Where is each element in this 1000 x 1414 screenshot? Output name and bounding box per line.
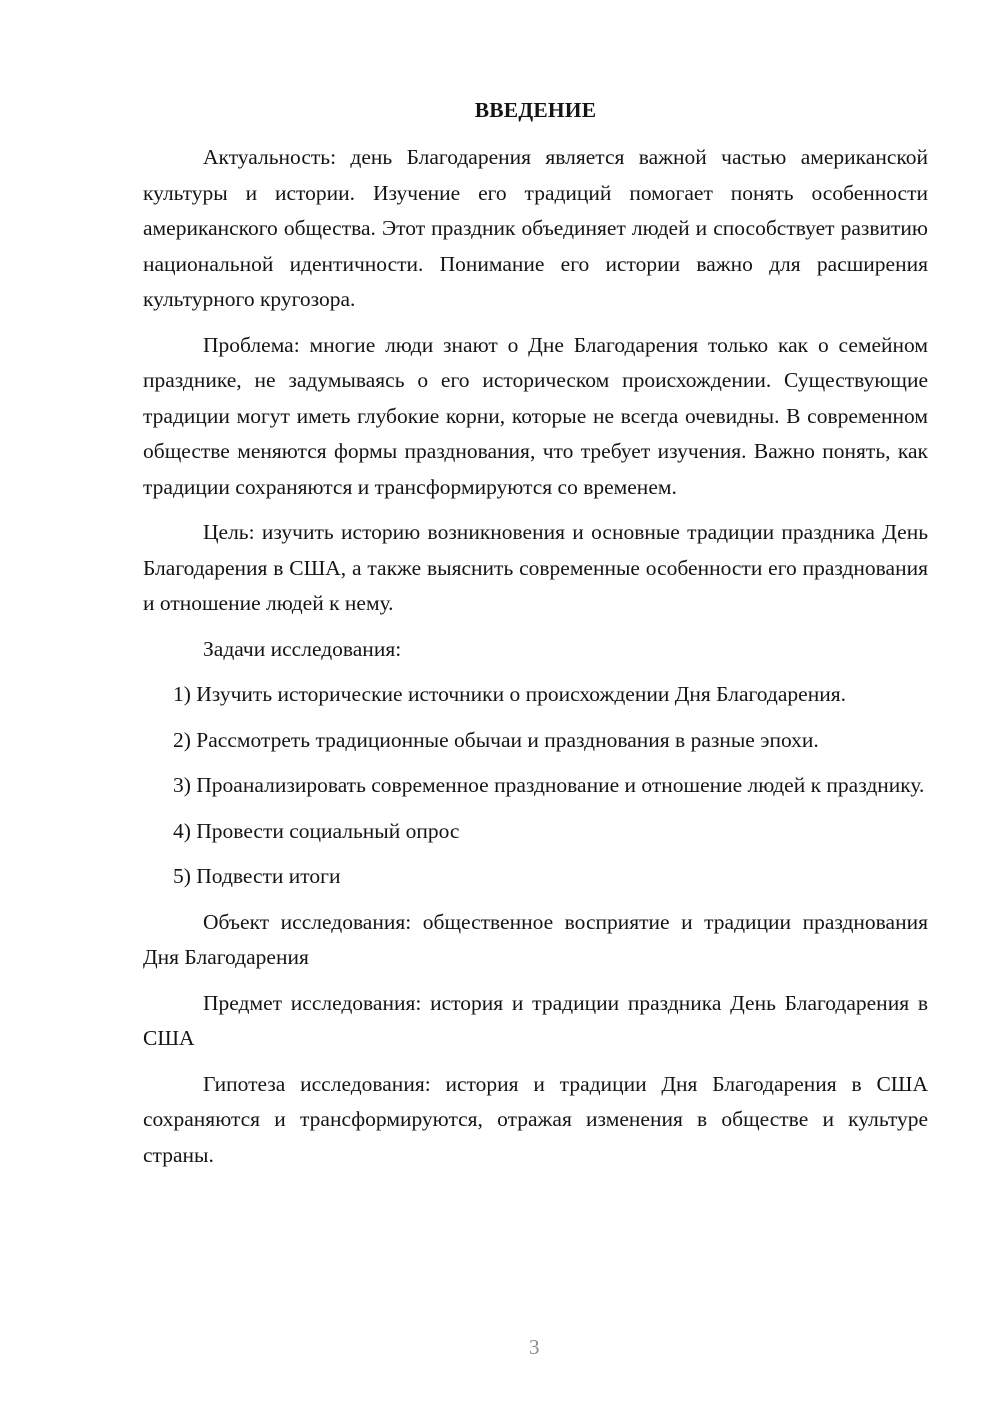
tasks-list: [143, 677, 928, 895]
section-title: ВВЕДЕНИЕ: [474, 98, 597, 122]
hypothesis-paragraph: Гипотеза исследования: история и традиции Дня Благодарения в США сохраняются и трансформируются, отражая изменения в обществе и культуре страны.: [143, 1071, 928, 1167]
relevance-paragraph: Актуальность: день Благодарения является важной частью американской культуры и истории. Изучение его традиций помогает понять особенности американского общества. Этот праздник объединяет людей и способствует развитию национальной идентичности. Понимание его истории важно для расширения культурного кругозора.: [143, 145, 928, 311]
list-item: 4) Провести социальный опрос: [173, 818, 460, 843]
tasks-heading: Задачи исследования:: [203, 636, 402, 661]
page-content: [143, 93, 928, 1183]
list-item: 1) Изучить исторические источники о происхождении Дня Благодарения.: [173, 682, 846, 706]
list-item: 2) Рассмотреть традиционные обычаи и празднования в разные эпохи.: [173, 727, 819, 752]
subject-paragraph: Предмет исследования: история и традиции праздника День Благодарения в США: [143, 990, 928, 1050]
object-paragraph: Объект исследования: общественное восприятие и традиции празднования Дня Благодарения: [143, 909, 928, 969]
goal-paragraph: Цель: изучить историю возникновения и основные традиции праздника День Благодарения в США, а также выяснить современные особенности его празднования и отношение людей к нему.: [143, 520, 928, 615]
page-number: 3: [529, 1335, 540, 1359]
list-item: 3) Проанализировать современное празднование и отношение людей к празднику.: [173, 773, 925, 797]
list-item: 5) Подвести итоги: [173, 864, 341, 888]
problem-paragraph: Проблема: многие люди знают о Дне Благодарения только как о семейном празднике, не задумываясь о его историческом происхождении. Существующие традиции могут иметь глубокие корни, которые не всегда очевидны. В современном обществе меняются формы празднования, что требует изучения. Важно понять, как традиции сохраняются и трансформируются со временем.: [143, 332, 928, 499]
